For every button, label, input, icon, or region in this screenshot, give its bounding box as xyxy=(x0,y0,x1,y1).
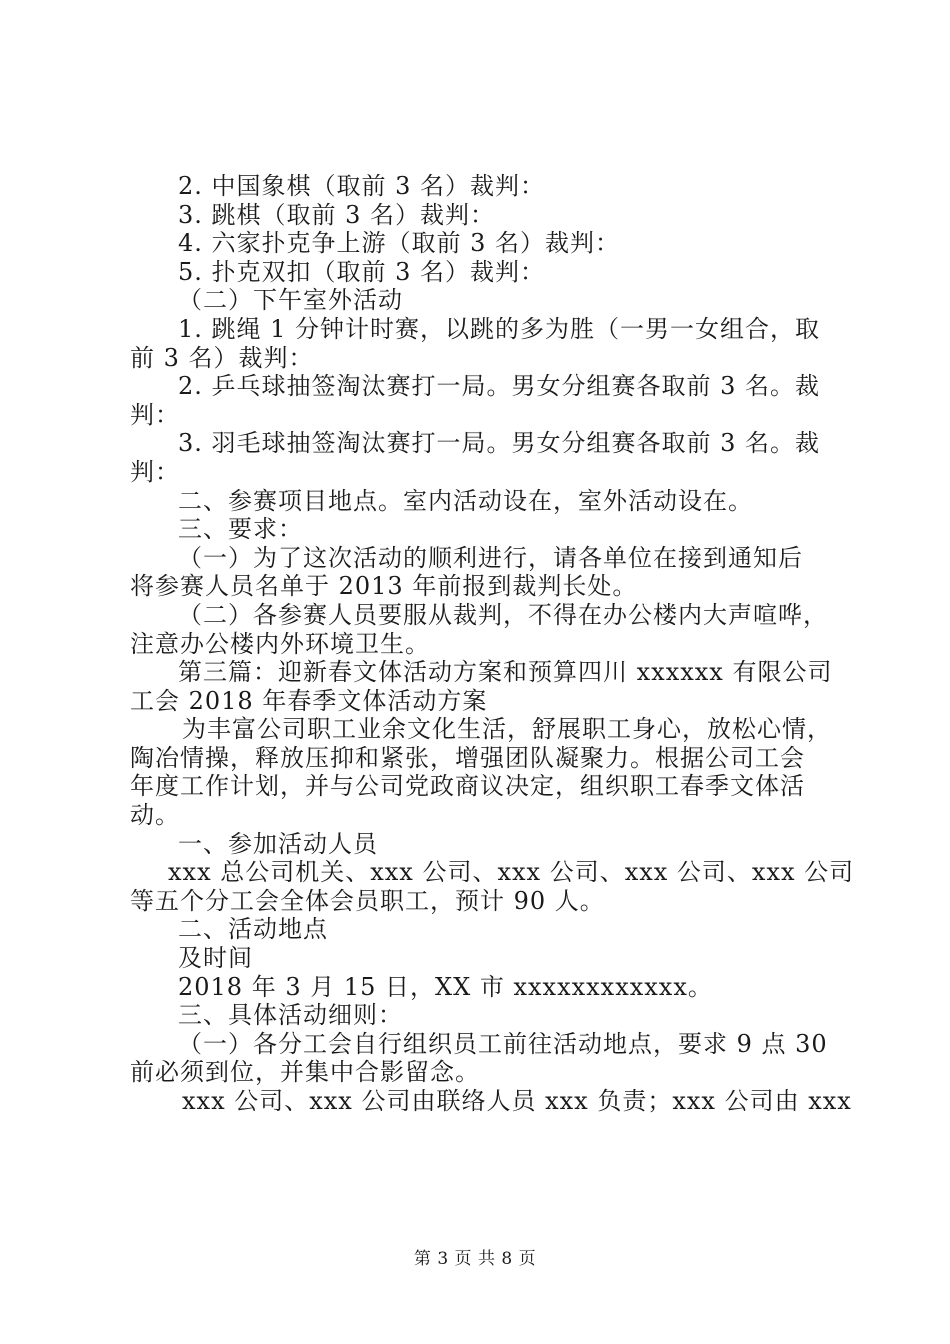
text-line: 及时间 xyxy=(178,944,253,973)
text-line: 等五个分工会全体会员职工，预计 90 人。 xyxy=(130,886,605,915)
chapter-title: 第三篇：迎新春文体活动方案和预算四川 xxxxxx 有限公司 xyxy=(178,658,833,687)
text-line: 陶冶情操，释放压抑和紧张，增强团队凝聚力。根据公司工会 xyxy=(130,743,805,772)
text-line: 3. 羽毛球抽签淘汰赛打一局。男女分组赛各取前 3 名。裁 xyxy=(178,429,821,458)
text-line: 为丰富公司职工业余文化生活，舒展职工身心，放松心情， xyxy=(182,715,832,744)
section-heading: 一、参加活动人员 xyxy=(178,829,378,858)
text-line: 判： xyxy=(130,457,180,486)
page-footer: 第 3 页 共 8 页 xyxy=(413,1249,537,1269)
chapter-title: 工会 2018 年春季文体活动方案 xyxy=(130,686,488,715)
text-line: xxx 公司、xxx 公司由联络人员 xxx 负责；xxx 公司由 xxx xyxy=(182,1087,852,1115)
text-line: 2. 乒乓球抽签淘汰赛打一局。男女分组赛各取前 3 名。裁 xyxy=(178,372,821,401)
text-line: 将参赛人员名单于 2013 年前报到裁判长处。 xyxy=(130,572,638,601)
text-line: 5. 扑克双扣（取前 3 名）裁判： xyxy=(178,257,546,286)
text-line: （一）为了这次活动的顺利进行，请各单位在接到通知后 xyxy=(178,543,803,572)
text-line: 2. 中国象棋（取前 3 名）裁判： xyxy=(178,172,546,200)
section-heading: 二、活动地点 xyxy=(178,915,328,944)
text-line: 动。 xyxy=(130,801,180,830)
section-heading: （二）下午室外活动 xyxy=(178,286,403,315)
section-heading: 三、具体活动细则： xyxy=(178,1001,403,1030)
section-heading: 三、要求： xyxy=(178,515,303,544)
text-line: （二）各参赛人员要服从裁判，不得在办公楼内大声喧哗， xyxy=(178,600,828,629)
text-line: 年度工作计划，并与公司党政商议决定，组织职工春季文体活 xyxy=(130,772,805,801)
text-line: 注意办公楼内外环境卫生。 xyxy=(130,629,430,658)
text-line: 3. 跳棋（取前 3 名）裁判： xyxy=(178,200,496,229)
text-line: 前 3 名）裁判： xyxy=(130,343,314,372)
text-line: 判： xyxy=(130,400,180,429)
text-line: 1. 跳绳 1 分钟计时赛，以跳的多为胜（一男一女组合，取 xyxy=(178,314,821,343)
text-line: 前必须到位，并集中合影留念。 xyxy=(130,1058,480,1087)
text-line: xxx 总公司机关、xxx 公司、xxx 公司、xxx 公司、xxx 公司 xyxy=(168,858,855,887)
section-heading: 二、参赛项目地点。室内活动设在，室外活动设在。 xyxy=(178,486,753,515)
document-body xyxy=(130,172,855,1116)
text-line: 4. 六家扑克争上游（取前 3 名）裁判： xyxy=(178,229,621,258)
text-line: （一）各分工会自行组织员工前往活动地点，要求 9 点 30 xyxy=(178,1029,828,1058)
text-line: 2018 年 3 月 15 日，XX 市 xxxxxxxxxxxx。 xyxy=(178,972,713,1001)
